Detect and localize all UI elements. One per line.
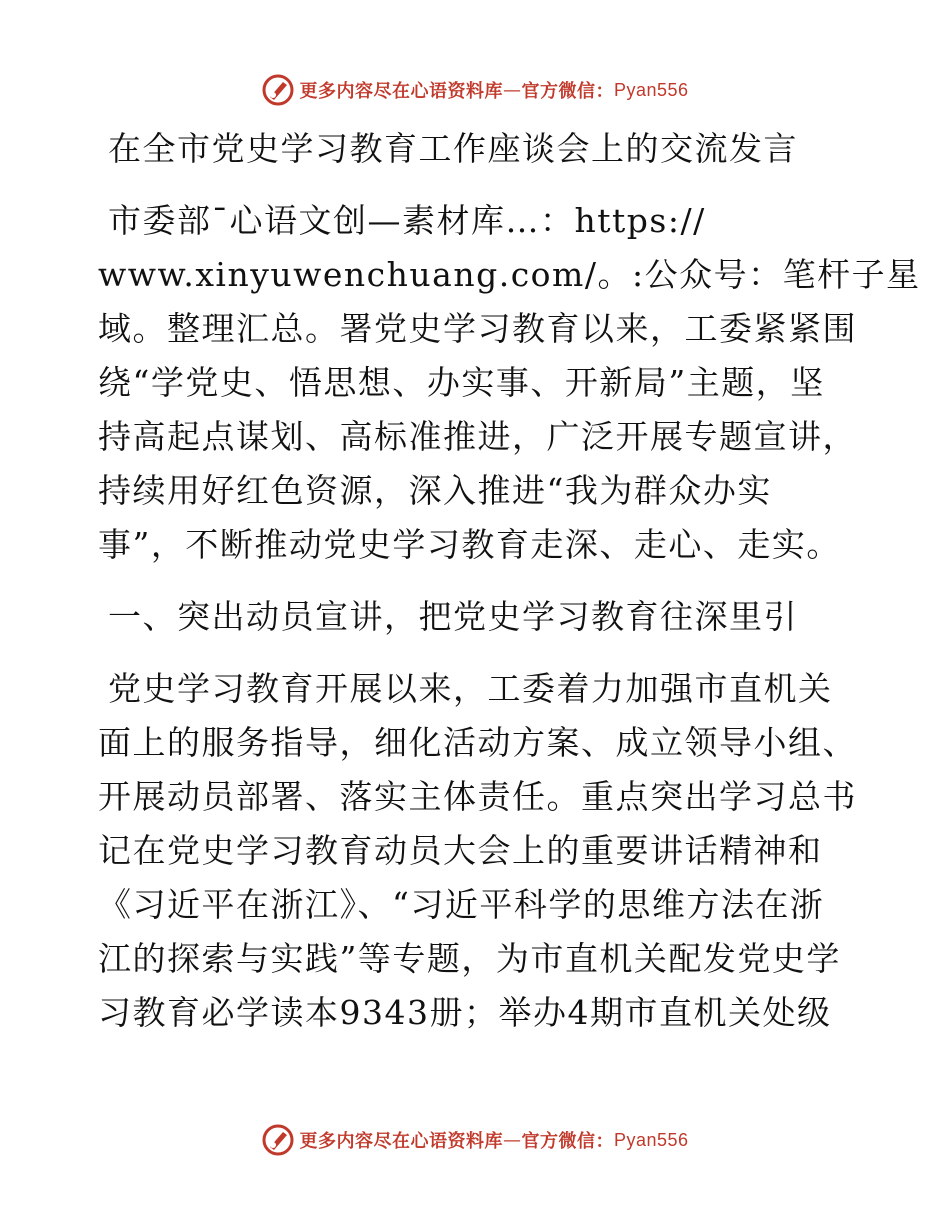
section-heading: 一、突出动员宣讲，把党史学习教育往深里引	[108, 597, 798, 636]
text-line: 持续用好红色资源，深入推进“我为群众办实	[98, 471, 772, 510]
text-line: 开展动员部署、落实主体责任。重点突出学习总书	[98, 777, 857, 816]
text-line: 习教育必学读本9343册；举办4期市直机关处级	[98, 993, 832, 1032]
brand-logo-icon	[261, 73, 295, 107]
text-line: 记在党史学习教育动员大会上的重要讲话精神和	[98, 831, 823, 870]
banner-separator: —	[502, 79, 522, 101]
text-line: 江的探索与实践”等专题，为市直机关配发党史学	[98, 939, 841, 978]
banner-brand-text: 更多内容尽在心语资料库	[299, 1131, 503, 1152]
document-title: 在全市党史学习教育工作座谈会上的交流发言	[108, 129, 798, 168]
text-line: 绕“学党史、悟思想、办实事、开新局”主题，坚	[98, 363, 825, 402]
text-line: 事”，不断推动党史学习教育走深、走心、走实。	[98, 525, 841, 564]
text-line: 域。整理汇总。署党史学习教育以来，工委紧紧围	[98, 309, 857, 348]
text-line: 持高起点谋划、高标准推进，广泛开展专题宣讲，	[98, 417, 857, 456]
banner-wechat-id: Pyan556	[613, 79, 689, 100]
banner-official-label: 官方微信：	[521, 1131, 614, 1152]
paragraph-section-1	[98, 662, 858, 1040]
text-line: 《习近平在浙江》、“习近平科学的思维方法在浙	[98, 885, 825, 924]
banner-separator: —	[502, 1129, 522, 1151]
brand-logo-icon	[261, 1123, 295, 1157]
banner-wechat-id: Pyan556	[613, 1129, 689, 1150]
header-banner	[0, 70, 950, 110]
text-line: 党史学习教育开展以来，工委着力加强市直机关	[108, 669, 833, 708]
banner-official-label: 官方微信：	[521, 81, 614, 102]
text-line: 面上的服务指导，细化活动方案、成立领导小组、	[98, 723, 857, 762]
paragraph-intro	[98, 194, 921, 572]
banner-brand-text: 更多内容尽在心语资料库	[299, 81, 503, 102]
document-body	[98, 122, 921, 1040]
text-line: www.xinyuwenchuang.com/。:公众号：笔杆子星	[98, 255, 921, 294]
text-line: 市委部¯心语文创—素材库…：https://	[108, 201, 706, 240]
footer-banner	[0, 1120, 950, 1160]
